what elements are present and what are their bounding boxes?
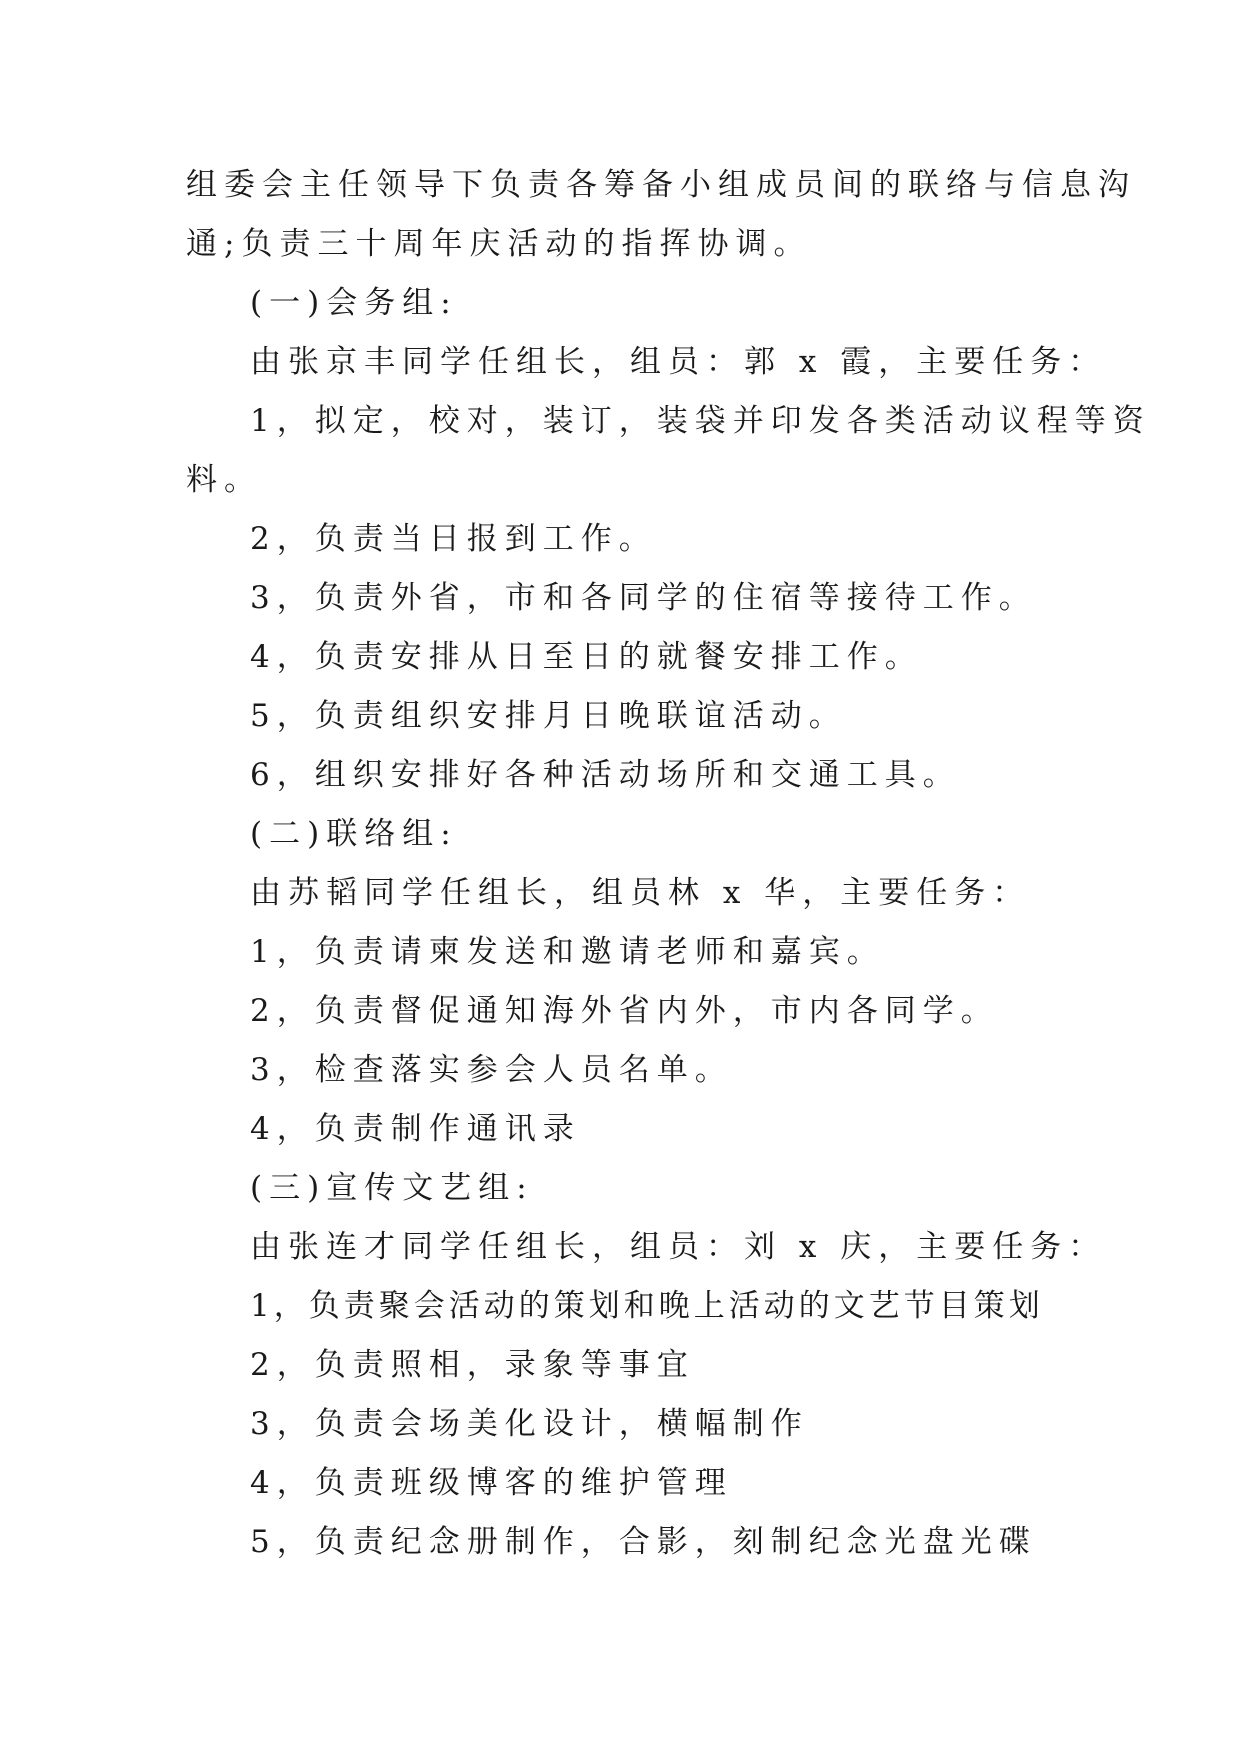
section-leader-line: 由张连才同学任组长，组员：刘 x 庆，主要任务：	[250, 1229, 1107, 1265]
section-heading-lianluo: (二)联络组:	[250, 816, 458, 852]
task-item: 2，负责照相，录象等事宜	[250, 1347, 695, 1383]
task-item: 3，负责外省，市和各同学的住宿等接待工作。	[250, 580, 1037, 616]
task-item: 5，负责纪念册制作，合影，刻制纪念光盘光碟	[250, 1524, 1037, 1560]
paragraph-line: 通;负责三十周年庆活动的指挥协调。	[186, 226, 812, 262]
task-item: 1，拟定，校对，装订，装袋并印发各类活动议程等资	[250, 403, 1151, 439]
task-item: 1，负责聚会活动的策划和晚上活动的文艺节目策划	[250, 1288, 1044, 1324]
task-item: 4，负责安排从日至日的就餐安排工作。	[250, 639, 923, 675]
task-item-continuation: 料。	[186, 462, 262, 498]
document-body	[186, 156, 1151, 1572]
task-item: 2，负责当日报到工作。	[250, 521, 657, 557]
task-item: 2，负责督促通知海外省内外，市内各同学。	[250, 993, 999, 1029]
section-leader-line: 由苏韬同学任组长，组员林 x 华，主要任务：	[250, 875, 1031, 911]
task-item: 4，负责班级博客的维护管理	[250, 1465, 733, 1501]
section-leader-line: 由张京丰同学任组长，组员：郭 x 霞，主要任务：	[250, 344, 1107, 380]
task-item: 3，检查落实参会人员名单。	[250, 1052, 733, 1088]
paragraph-line: 组委会主任领导下负责各筹备小组成员间的联络与信息沟	[186, 167, 1136, 203]
task-item: 6，组织安排好各种活动场所和交通工具。	[250, 757, 961, 793]
task-item: 3，负责会场美化设计，横幅制作	[250, 1406, 809, 1442]
task-item: 5，负责组织安排月日晚联谊活动。	[250, 698, 847, 734]
section-heading-xuanchuan: (三)宣传文艺组:	[250, 1170, 534, 1206]
task-item: 1，负责请柬发送和邀请老师和嘉宾。	[250, 934, 885, 970]
task-item: 4，负责制作通讯录	[250, 1111, 581, 1147]
section-heading-huiwu: (一)会务组:	[250, 285, 458, 321]
